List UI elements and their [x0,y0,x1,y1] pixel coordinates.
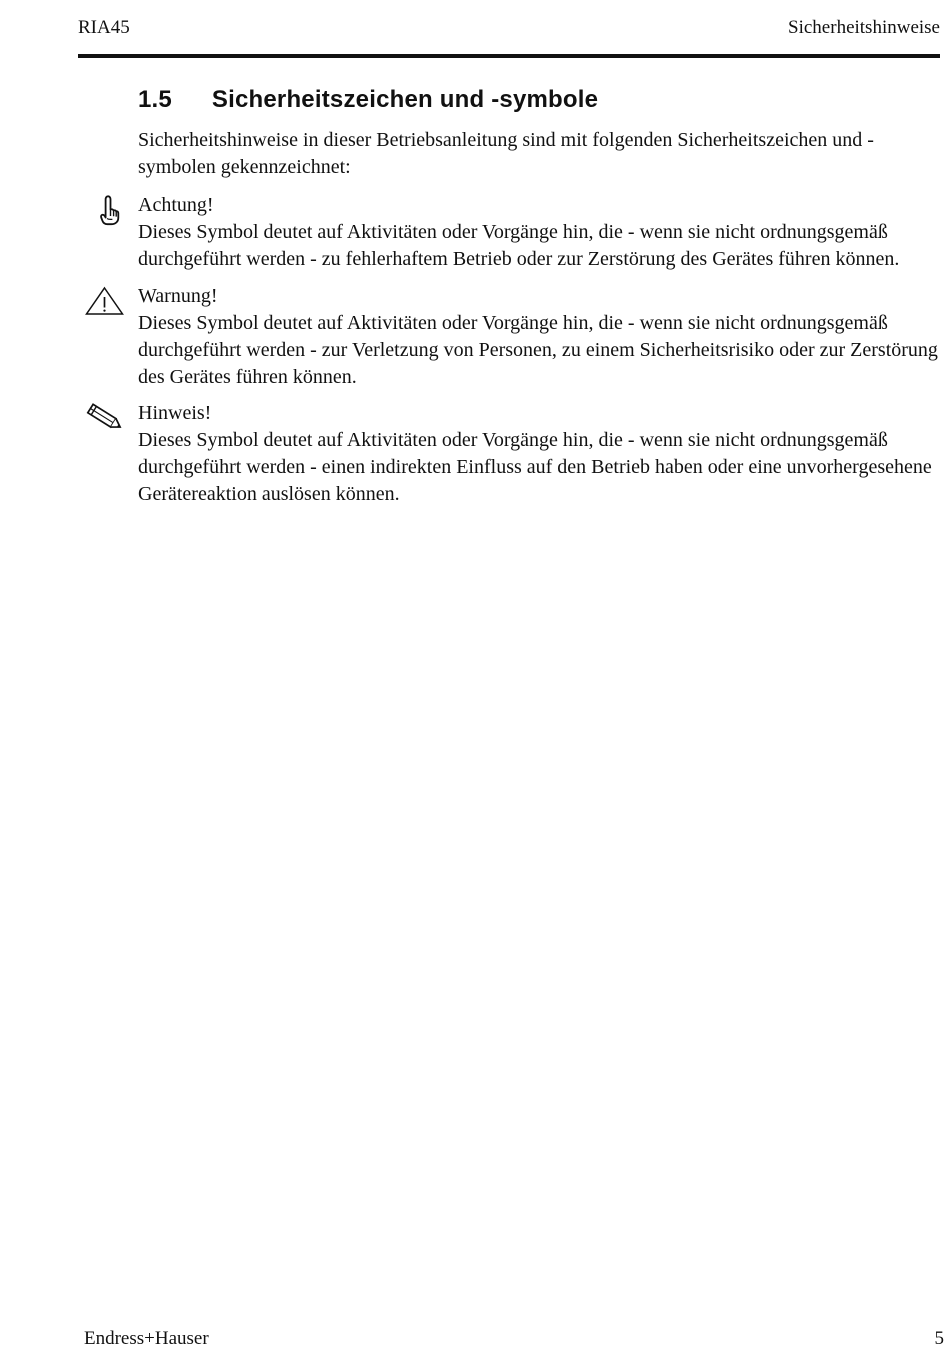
note-description: Dieses Symbol deutet auf Aktivitäten oder Vorgänge hin, die - wenn sie nicht ordnungsgemäß durchgeführt werden - zur Verletzung von Personen, zu einem Sicherheitsrisiko oder zur Zerstörung des Gerätes führen können. [138,312,938,388]
achtung-note-text [138,192,944,273]
note-title: Warnung! [138,285,218,307]
document-model: RIA45 [78,17,130,38]
note-title: Achtung! [138,194,214,216]
pointing-hand-icon [80,192,128,226]
warning-triangle-icon [80,283,128,317]
header-divider [78,54,940,58]
section-number: 1.5 [138,86,172,113]
manufacturer-name: Endress+Hauser [84,1328,209,1349]
note-title: Hinweis! [138,402,212,424]
section-intro: Sicherheitshinweise in dieser Betriebsanleitung sind mit folgenden Sicherheitszeichen und -symbolen gekennzeichnet: [138,129,874,178]
note-description: Dieses Symbol deutet auf Aktivitäten oder Vorgänge hin, die - wenn sie nicht ordnungsgemäß durchgeführt werden - einen indirekten Einfluss auf den Betrieb haben oder eine unvorhergesehene Gerätereaktion auslösen können. [138,429,932,505]
section-heading [138,84,598,116]
page-number: 5 [934,1328,944,1349]
hinweis-note-text [138,400,944,508]
warnung-note-text [138,283,944,391]
chapter-title: Sicherheitshinweise [788,17,940,38]
note-description: Dieses Symbol deutet auf Aktivitäten oder Vorgänge hin, die - wenn sie nicht ordnungsgemäß durchgeführt werden - zu fehlerhaftem Betrieb oder zur Zerstörung des Gerätes führen können. [138,221,900,270]
pencil-icon [80,400,128,434]
section-title: Sicherheitszeichen und -symbole [211,86,599,113]
